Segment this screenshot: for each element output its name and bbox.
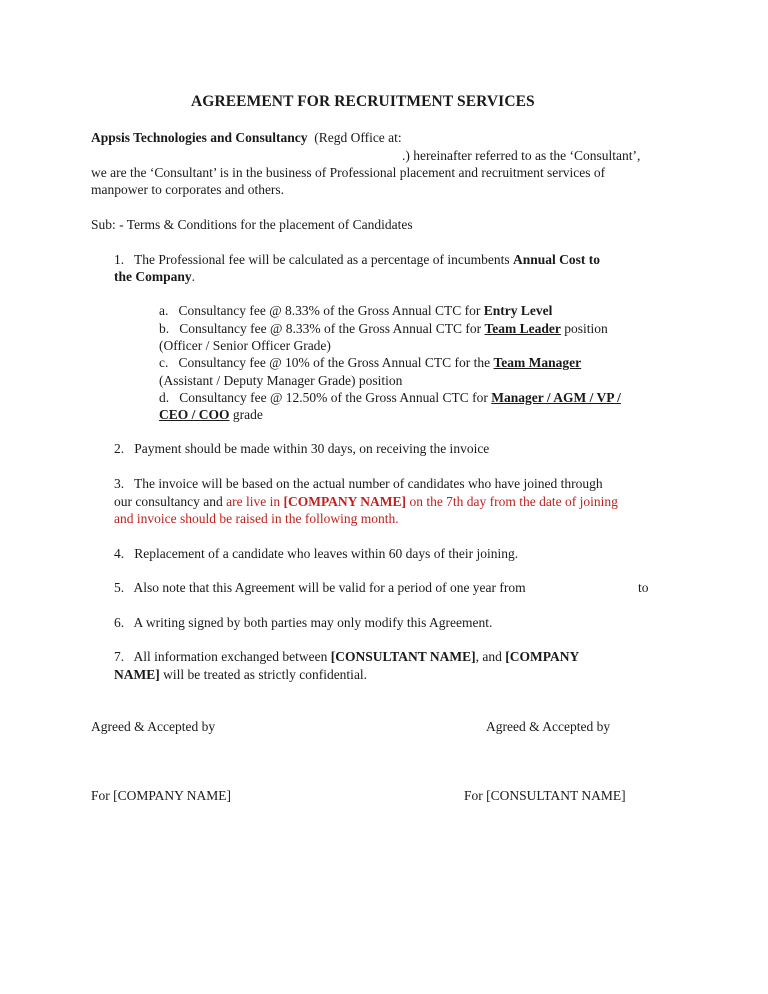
consultant-company-name: Appsis Technologies and Consultancy: [91, 130, 308, 145]
left-agreed-accepted: Agreed & Accepted by: [91, 719, 216, 734]
fee-item-b-level: Team Leader: [484, 321, 561, 336]
clause-1-number: 1.: [114, 252, 125, 267]
fee-item-d-level: Manager / AGM / VP /: [491, 390, 621, 405]
clause-3-line-1: 3. The invoice will be based on the actual number of candidates who have joined through: [114, 476, 603, 491]
right-signatory: For [CONSULTANT NAME]: [464, 788, 626, 803]
clause-5-to: to: [638, 580, 649, 595]
clause-2: 2. Payment should be made within 30 days, on receiving the invoice: [114, 441, 490, 456]
left-signatory: For [COMPANY NAME]: [91, 788, 232, 803]
clause-1-line-1: 1. The Professional fee will be calculated as a percentage of incumbents Annual Cost to: [114, 252, 601, 267]
clause-3-line-2: our consultancy and are live in [COMPANY NAME] on the 7th day from the date of joining: [114, 494, 618, 509]
regd-office-label: (Regd Office at:: [314, 130, 402, 145]
fee-item-a: a. Consultancy fee @ 8.33% of the Gross Annual CTC for Entry Level: [159, 303, 553, 318]
fee-item-c-cont: (Assistant / Deputy Manager Grade) position: [159, 373, 403, 388]
clause-7-line-2: NAME] will be treated as strictly confidential.: [114, 667, 368, 682]
intro-line-4: manpower to corporates and others.: [91, 182, 285, 197]
clause-5: 5. Also note that this Agreement will be valid for a period of one year from: [114, 580, 526, 595]
intro-line-3: we are the ‘Consultant’ is in the business of Professional placement and recruitment services of: [91, 165, 606, 180]
intro-line-1: [91, 129, 402, 146]
subject-line: Sub: - Terms & Conditions for the placement of Candidates: [91, 217, 413, 232]
fee-item-a-level: Entry Level: [483, 303, 553, 318]
fee-item-c-level: Team Manager: [493, 355, 582, 370]
document-title: AGREEMENT FOR RECRUITMENT SERVICES: [191, 93, 535, 110]
right-agreed-accepted: Agreed & Accepted by: [486, 719, 611, 734]
fee-item-c: c. Consultancy fee @ 10% of the Gross Annual CTC for the Team Manager: [159, 355, 582, 370]
fee-item-b-cont: (Officer / Senior Officer Grade): [159, 338, 331, 353]
fee-item-d-cont: CEO / COO grade: [159, 407, 263, 422]
clause-4: 4. Replacement of a candidate who leaves within 60 days of their joining.: [114, 546, 519, 561]
fee-item-d: d. Consultancy fee @ 12.50% of the Gross Annual CTC for Manager / AGM / VP /: [159, 390, 621, 405]
fee-item-b: b. Consultancy fee @ 8.33% of the Gross Annual CTC for Team Leader position: [159, 321, 608, 336]
intro-line-2: .) hereinafter referred to as the ‘Consultant’,: [402, 148, 641, 163]
clause-1-line-2: the Company.: [114, 269, 196, 284]
clause-7-line-1: 7. All information exchanged between [CONSULTANT NAME], and [COMPANY: [114, 649, 580, 664]
clause-6: 6. A writing signed by both parties may only modify this Agreement.: [114, 615, 493, 630]
clause-3-line-3: and invoice should be raised in the following month.: [114, 511, 399, 526]
